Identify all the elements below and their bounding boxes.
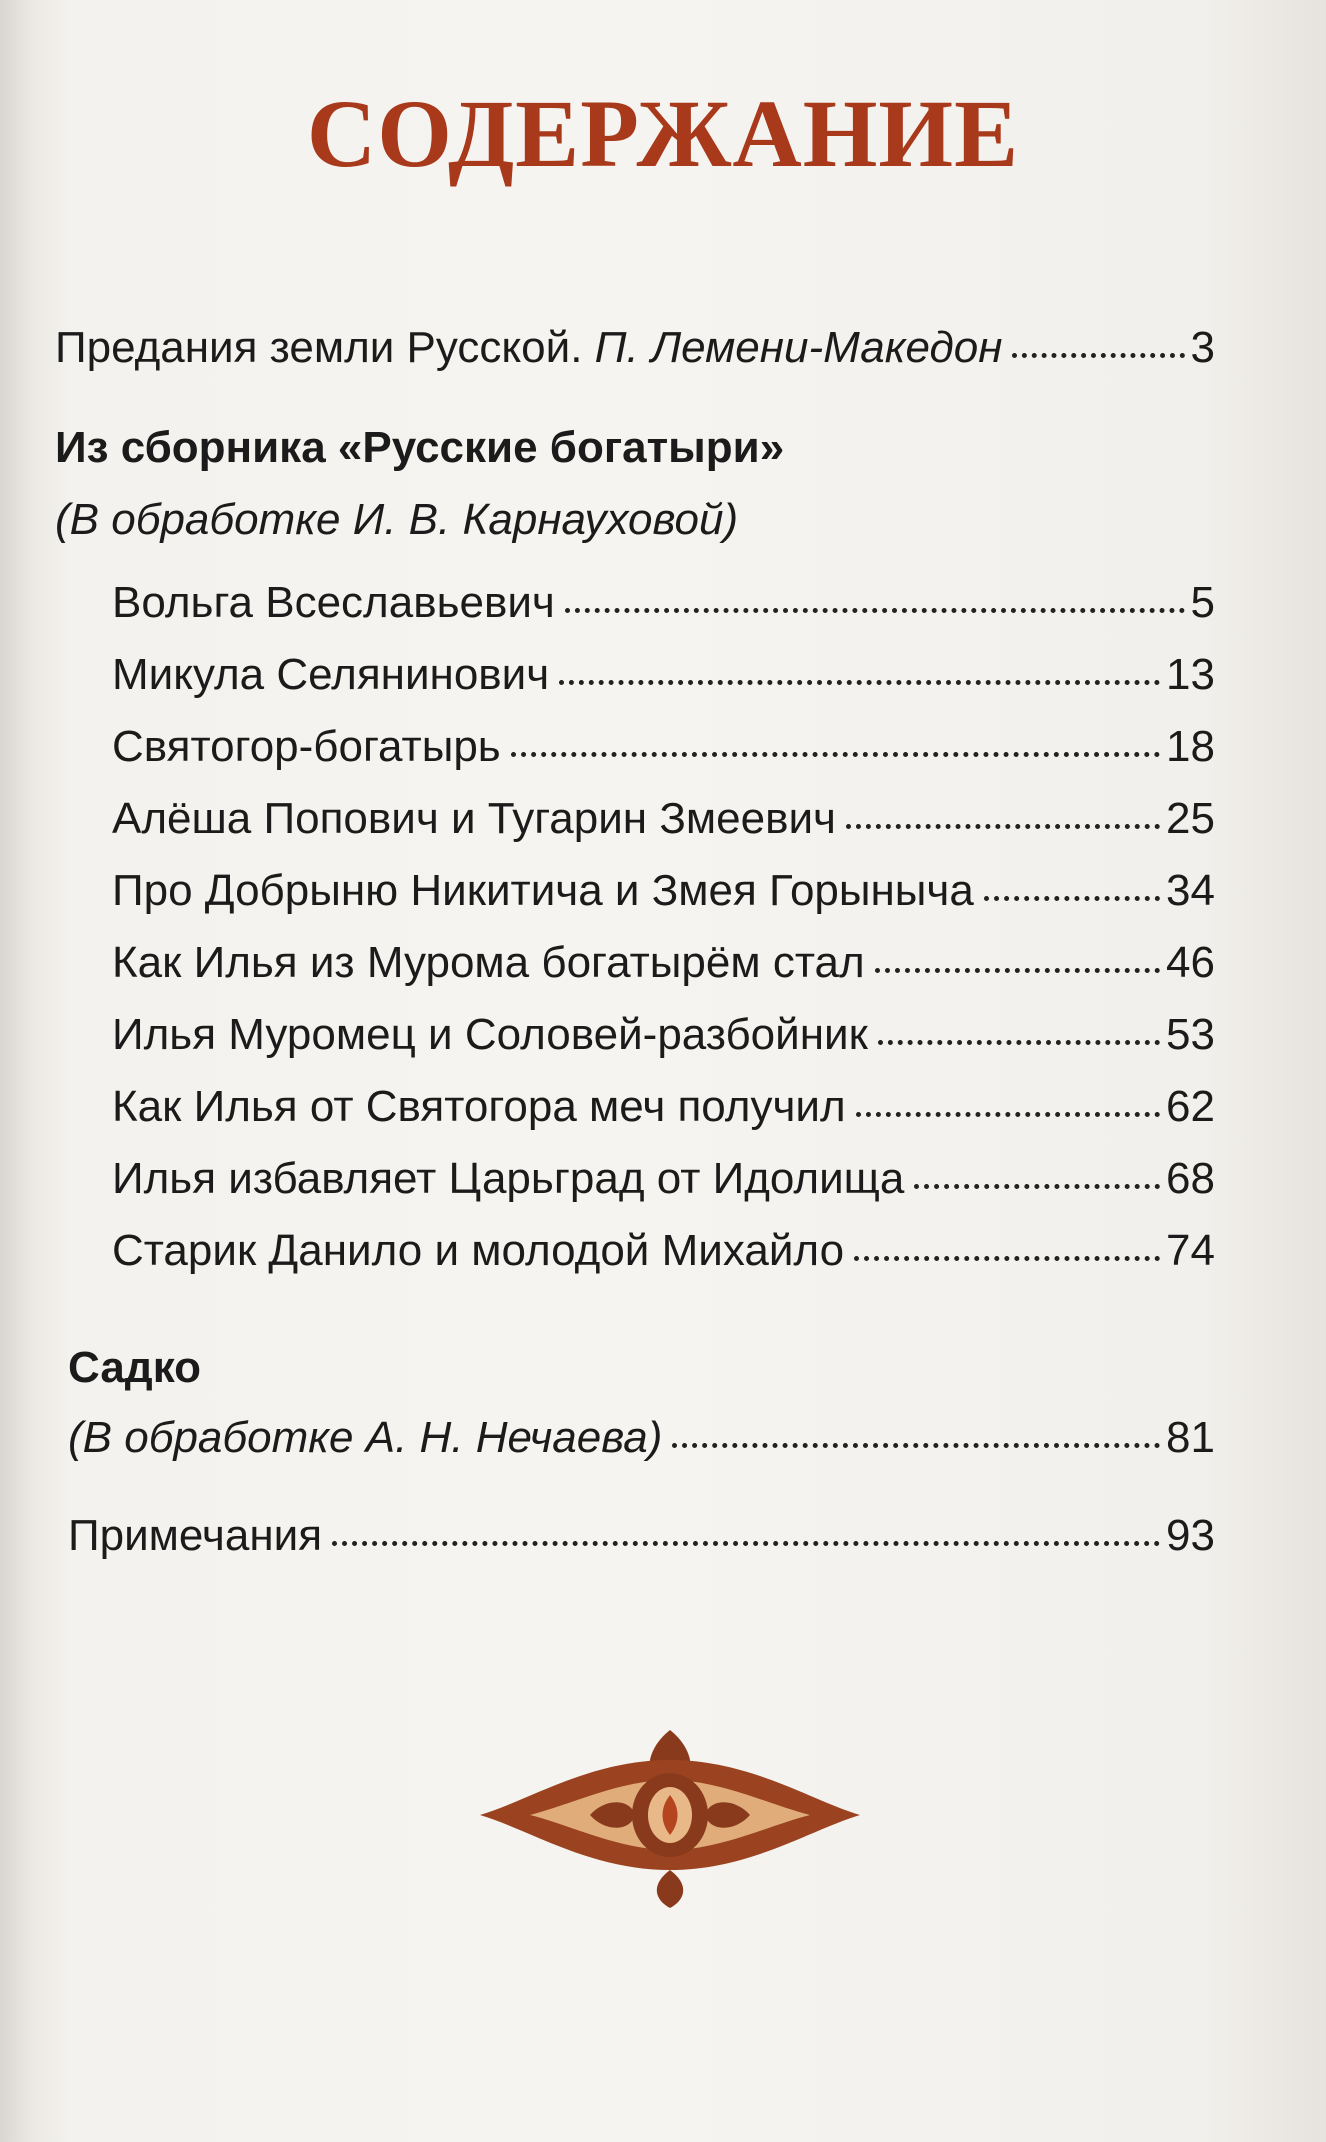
leader-dots [1012,353,1184,358]
toc-entry[interactable] [112,791,1215,847]
leader-dots [914,1184,1160,1189]
toc-entry-title: Примечания [68,1511,323,1560]
toc-entry-title: Святогор-богатырь [112,722,501,771]
toc-entry-page: 18 [1166,722,1215,771]
section-subheading: (В обработке И. В. Карнауховой) [55,495,739,544]
toc-entry[interactable] [112,1079,1215,1135]
section-heading: Из сборника «Русские богатыри» [55,423,785,472]
leader-dots [672,1443,1160,1448]
toc-entry[interactable] [112,1007,1215,1063]
leader-dots [332,1541,1160,1546]
leader-dots [856,1112,1160,1117]
leader-dots [846,824,1160,829]
toc-entry-author: П. Лемени-Македон [594,323,1003,372]
toc-entry-notes[interactable] [68,1508,1215,1564]
leader-dots [511,752,1160,757]
ornament-icon [470,1720,870,1910]
toc-entry-title: Алёша Попович и Тугарин Змеевич [112,794,836,843]
toc-entry[interactable] [112,647,1215,703]
toc-entry-page: 25 [1166,794,1215,843]
toc-entry-title: Микула Селянинович [112,650,550,699]
toc-entry-title: Старик Данило и молодой Михайло [112,1226,845,1275]
toc-entry-page: 62 [1166,1082,1215,1131]
toc-entry-page: 13 [1166,650,1215,699]
toc-entry[interactable] [112,1223,1215,1279]
toc-entry[interactable] [112,935,1215,991]
toc-entry[interactable] [112,575,1215,631]
toc-entry-title: (В обработке А. Н. Нечаева) [68,1413,663,1462]
leader-dots [565,608,1185,613]
toc-entry-title: Как Илья от Святогора меч получил [112,1082,846,1131]
toc-entry-page: 5 [1190,578,1215,627]
leader-dots [984,896,1160,901]
toc-entry-title: Как Илья из Мурома богатырём стал [112,938,865,987]
toc-entry-title: Предания земли Русской. [55,323,583,372]
section-heading: Садко [68,1343,202,1392]
toc-entry-intro[interactable] [55,320,1215,376]
toc-entry-title: Про Добрыню Никитича и Змея Горыныча [112,866,974,915]
leader-dots [559,680,1160,685]
toc-entry-page: 81 [1166,1413,1215,1462]
toc-entry[interactable] [112,1151,1215,1207]
toc-entry[interactable] [112,719,1215,775]
leader-dots [854,1256,1160,1261]
toc-entry-page: 46 [1166,938,1215,987]
toc-entry-page: 3 [1190,323,1215,372]
toc-entry-title: Илья избавляет Царьград от Идолища [112,1154,905,1203]
leader-dots [878,1040,1160,1045]
leader-dots [875,968,1160,973]
toc-entry-title: Вольга Всеславьевич [112,578,555,627]
toc-entry-page: 74 [1166,1226,1215,1275]
toc-entry-sadko[interactable] [68,1410,1215,1466]
toc-entry[interactable] [112,863,1215,919]
toc-entry-page: 68 [1166,1154,1215,1203]
toc-entry-page: 34 [1166,866,1215,915]
toc-entry-page: 93 [1166,1511,1215,1560]
toc-entry-page: 53 [1166,1010,1215,1059]
toc-entry-title: Илья Муромец и Соловей-разбойник [112,1010,868,1059]
page-title: СОДЕРЖАНИЕ [306,80,1020,187]
